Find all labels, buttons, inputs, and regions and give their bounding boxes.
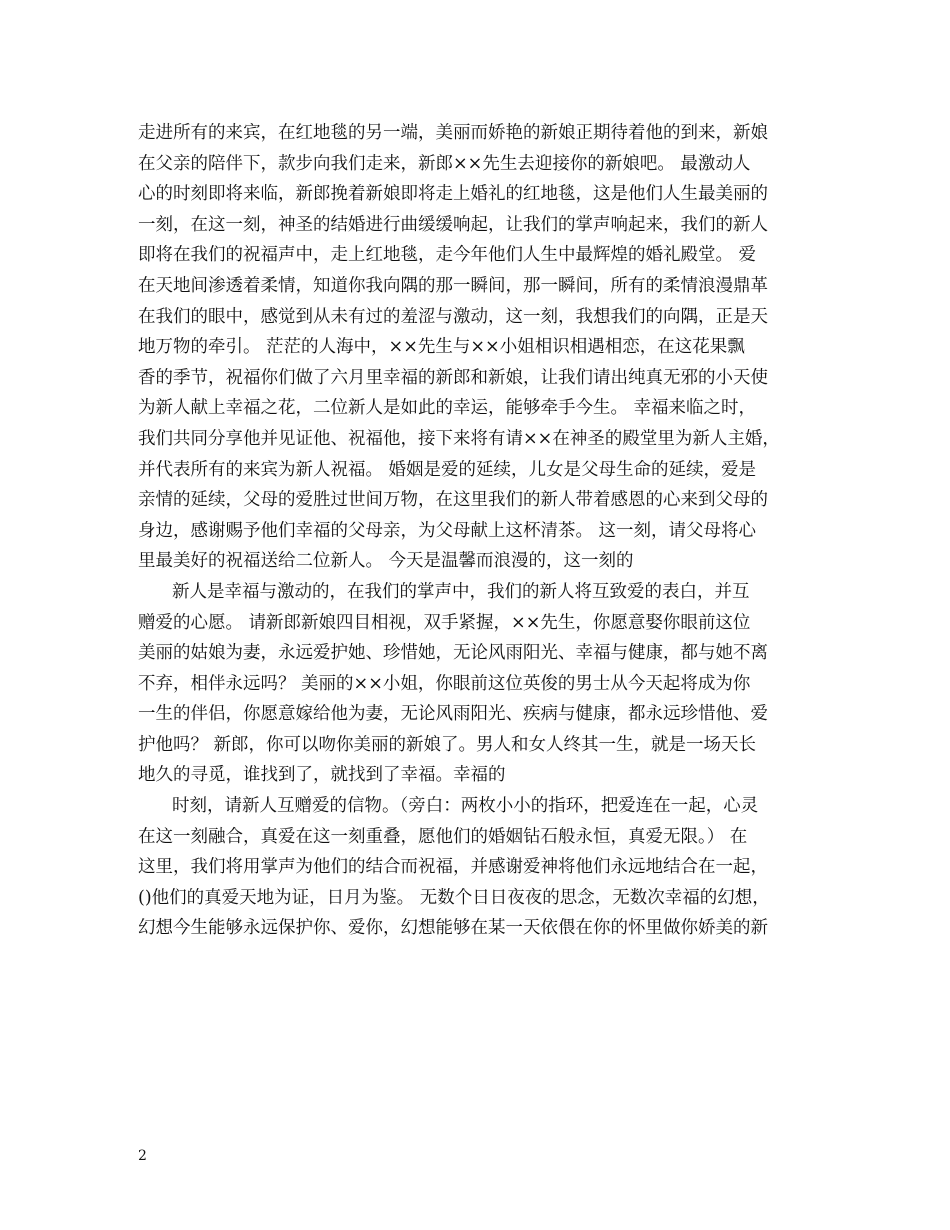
text-line: 美丽的姑娘为妻，永远爱护她、珍惜她，无论风雨阳光、幸福与健康，都与她不离	[138, 643, 768, 664]
text-line: 并代表所有的来宾为新人祝福。 婚姻是爱的延续，儿女是父母生命的延续，爱是	[138, 459, 757, 480]
text-line: 一生的伴侣，你愿意嫁给他为妻，无论风雨阳光、疾病与健康，都永远珍惜他、爱	[138, 704, 768, 725]
text-line: 这里，我们将用掌声为他们的结合而祝福，并感谢爱神将他们永远地结合在一起，	[138, 857, 768, 878]
text-line: 在我们的眼中，感觉到从未有过的羞涩与激动，这一刻，我想我们的向隅，正是天	[138, 306, 768, 327]
body-text	[138, 118, 818, 944]
text-line: 在天地间渗透着柔情，知道你我向隅的那一瞬间，那一瞬间，所有的柔情浪漫鼎革	[138, 275, 768, 296]
text-line: 不弃，相伴永远吗？ 美丽的××小姐，你眼前这位英俊的男士从今天起将成为你	[138, 673, 751, 694]
text-line: 一刻，在这一刻，神圣的结婚进行曲缓缓响起，让我们的掌声响起来，我们的新人	[138, 214, 768, 235]
text-line: 走进所有的来宾，在红地毯的另一端，美丽而娇艳的新娘正期待着他的到来，新娘	[138, 123, 768, 143]
text-line: 在这一刻融合，真爱在这一刻重叠，愿他们的婚姻钻石般永恒，真爱无限。） 在	[138, 826, 748, 847]
text-line: 身边，感谢赐予他们幸福的父母亲，为父母献上这杯清茶。 这一刻，请父母将心	[138, 520, 757, 541]
text-line: 时刻，请新人互赠爱的信物。（旁白：两枚小小的指环，把爱连在一起，心灵	[172, 796, 759, 817]
page-number: 2	[138, 1148, 147, 1164]
text-line: 地久的寻觅，谁找到了，就找到了幸福。幸福的	[138, 765, 506, 786]
text-line: 护他吗？ 新郎，你可以吻你美丽的新娘了。男人和女人终其一生，就是一场天长	[138, 734, 757, 755]
text-line: ()他们的真爱天地为证，日月为鉴。 无数个日日夜夜的思念，无数次幸福的幻想，	[138, 887, 770, 908]
text-line: 里最美好的祝福送给二位新人。 今天是温馨而浪漫的，这一刻的	[138, 551, 634, 572]
text-line: 地万物的牵引。 茫茫的人海中，××先生与××小姐相识相遇相恋，在这花果飘	[138, 337, 745, 358]
text-line: 我们共同分享他并见证他、祝福他，接下来将有请××在神圣的殿堂里为新人主婚，	[138, 428, 780, 449]
text-line: 新人是幸福与激动的，在我们的掌声中，我们的新人将互致爱的表白，并互	[172, 581, 750, 602]
text-line: 在父亲的陪伴下，款步向我们走来，新郎××先生去迎接你的新娘吧。 最激动人	[138, 153, 751, 174]
text-line: 赠爱的心愿。 请新郎新娘四目相视，双手紧握，××先生，你愿意娶你眼前这位	[138, 612, 751, 633]
text-line: 为新人献上幸福之花，二位新人是如此的幸运，能够牵手今生。 幸福来临之时，	[138, 398, 757, 419]
text-line: 即将在我们的祝福声中，走上红地毯，走今年他们人生中最辉煌的婚礼殿堂。 爱	[138, 245, 757, 266]
paragraph-1	[138, 118, 818, 577]
paragraph-3	[138, 791, 818, 944]
text-line: 心的时刻即将来临，新郎挽着新娘即将走上婚礼的红地毯，这是他们人生最美丽的	[138, 184, 768, 205]
text-line: 香的季节，祝福你们做了六月里幸福的新郎和新娘，让我们请出纯真无邪的小天使	[138, 367, 768, 388]
paragraph-2	[138, 577, 818, 791]
text-line: 幻想今生能够永远保护你、爱你，幻想能够在某一天依偎在你的怀里做你娇美的新	[138, 918, 768, 939]
text-line: 亲情的延续，父母的爱胜过世间万物，在这里我们的新人带着感恩的心来到父母的	[138, 490, 768, 511]
